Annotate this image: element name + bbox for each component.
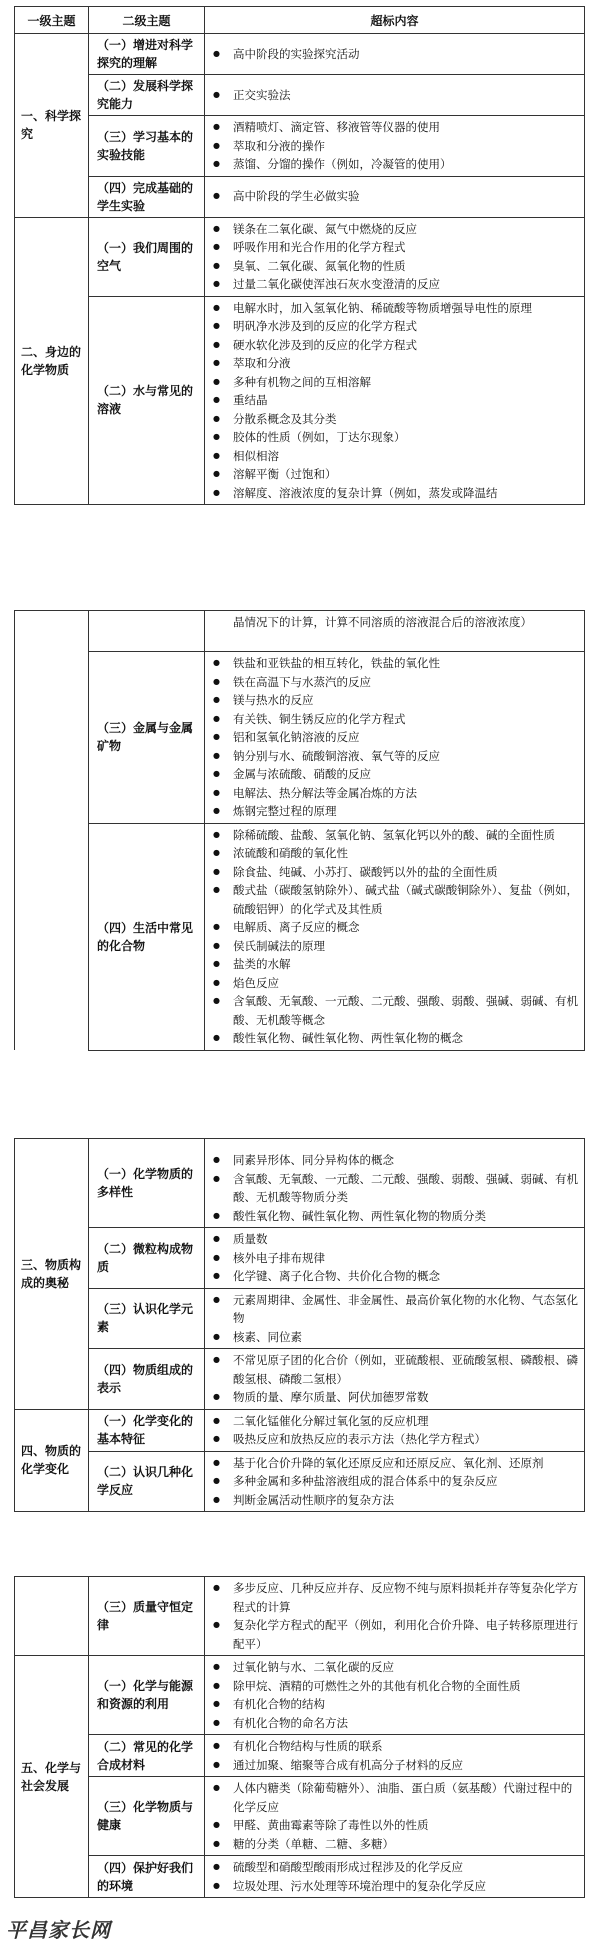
subtheme-title: （二）常见的化学合成材料 bbox=[89, 1735, 205, 1777]
list-item: ● 物质的量、摩尔质量、阿伏加德罗常数 bbox=[211, 1388, 580, 1407]
list-item: ● 有机化合物的命名方法 bbox=[211, 1714, 580, 1733]
list-item: ● 分散系概念及其分类 bbox=[211, 410, 580, 429]
list-item: ● 镁与热水的反应 bbox=[211, 691, 580, 710]
list-item: ● 通过加聚、缩聚等合成有机高分子材料的反应 bbox=[211, 1756, 580, 1775]
table-row bbox=[15, 296, 585, 505]
list-item: ● 明矾净水涉及到的反应的化学方程式 bbox=[211, 317, 580, 336]
subtheme-title: （三）金属与金属矿物 bbox=[89, 652, 205, 824]
table-segment-4 bbox=[14, 1576, 585, 1898]
table-row bbox=[15, 1856, 585, 1898]
table-row bbox=[15, 1228, 585, 1289]
list-item: ● 金属与浓硫酸、硝酸的反应 bbox=[211, 765, 580, 784]
table-row bbox=[15, 652, 585, 824]
list-item: ● 酸性氧化物、碱性氧化物、两性氧化物的物质分类 bbox=[211, 1207, 580, 1226]
list-item: ● 相似相溶 bbox=[211, 447, 580, 466]
table-row bbox=[15, 1349, 585, 1410]
watermark: 平昌家长网 bbox=[6, 1918, 111, 1942]
subtheme-title: （二）微粒构成物质 bbox=[89, 1228, 205, 1289]
table-row bbox=[15, 176, 585, 217]
list-item: ● 有关铁、铜生锈反应的化学方程式 bbox=[211, 710, 580, 729]
subtheme-title: （四）物质组成的表示 bbox=[89, 1349, 205, 1410]
list-item: ● 臭氧、二氧化碳、氮氧化物的性质 bbox=[211, 257, 580, 276]
table-row bbox=[15, 1777, 585, 1856]
list-item: ● 焰色反应 bbox=[211, 974, 580, 993]
table-row bbox=[15, 1735, 585, 1777]
list-item: ● 除甲烷、酒精的可燃性之外的其他有机化合物的全面性质 bbox=[211, 1677, 580, 1696]
table-row bbox=[15, 1139, 585, 1228]
theme-3-title: 三、物质构成的奥秘 bbox=[15, 1139, 89, 1410]
list-item: ● 含氧酸、无氧酸、一元酸、二元酸、强酸、弱酸、强碱、弱碱、有机酸、无机酸等物质分类 bbox=[211, 1170, 580, 1207]
list-item: ● 正交实验法 bbox=[211, 86, 580, 105]
list-item: ● 核外电子排布规律 bbox=[211, 1249, 580, 1268]
list-item: ● 二氧化锰催化分解过氧化氢的反应机理 bbox=[211, 1412, 580, 1431]
list-item: ● 重结晶 bbox=[211, 391, 580, 410]
list-item: ● 元素周期律、金属性、非金属性、最高价氧化物的水化物、气态氢化物 bbox=[211, 1291, 580, 1328]
list-item: ● 判断金属活动性顺序的复杂方法 bbox=[211, 1491, 580, 1510]
list-item: ● 硫酸型和硝酸型酸雨形成过程涉及的化学反应 bbox=[211, 1858, 580, 1877]
list-item: ● 多步反应、几种反应并存、反应物不纯与原料损耗并存等复杂化学方程式的计算 bbox=[211, 1579, 580, 1616]
list-item: ● 同素异形体、同分异构体的概念 bbox=[211, 1151, 580, 1170]
list-item-continued: 晶情况下的计算，计算不同溶质的溶液混合后的溶液浓度） bbox=[233, 615, 532, 629]
list-item: ● 蒸馏、分馏的操作（例如，冷凝管的使用） bbox=[211, 155, 580, 174]
list-item: ● 不常见原子团的化合价（例如，亚硫酸根、亚硫酸氢根、磷酸根、磷酸氢根、磷酸二氢根） bbox=[211, 1351, 580, 1388]
header-col1: 一级主题 bbox=[15, 7, 89, 34]
list-item: ● 吸热反应和放热反应的表示方法（热化学方程式） bbox=[211, 1430, 580, 1449]
list-item: ● 基于化合价升降的氧化还原反应和还原反应、氧化剂、还原剂 bbox=[211, 1454, 580, 1473]
subtheme-title: （一）化学物质的多样性 bbox=[89, 1139, 205, 1228]
list-item: ● 过量二氧化碳使浑浊石灰水变澄清的反应 bbox=[211, 275, 580, 294]
cropped-line bbox=[211, 1141, 580, 1151]
list-item: ● 除稀硫酸、盐酸、氢氧化钠、氢氧化钙以外的酸、碱的全面性质 bbox=[211, 826, 580, 845]
subtheme-title: （三）学习基本的实验技能 bbox=[89, 116, 205, 177]
list-item: ● 炼钢完整过程的原理 bbox=[211, 802, 580, 821]
list-item: ● 溶解平衡（过饱和） bbox=[211, 465, 580, 484]
theme-1-title: 一、科学探究 bbox=[15, 34, 89, 218]
list-item: ● 多种金属和多种盐溶液组成的混合体系中的复杂反应 bbox=[211, 1472, 580, 1491]
list-item: ● 铁在高温下与水蒸汽的反应 bbox=[211, 673, 580, 692]
table-row bbox=[15, 217, 585, 296]
list-item: ● 酸式盐（碳酸氢钠除外）、碱式盐（碱式碳酸铜除外）、复盐（例如，硫酸铝钾）的化学式及其性质 bbox=[211, 881, 580, 918]
list-item: ● 镁条在二氧化碳、氮气中燃烧的反应 bbox=[211, 220, 580, 239]
theme-2-title: 二、身边的化学物质 bbox=[15, 217, 89, 505]
list-item: ● 有机化合物的结构 bbox=[211, 1695, 580, 1714]
table-row bbox=[15, 823, 585, 1050]
list-item: ● 硬水软化涉及到的反应的化学方程式 bbox=[211, 336, 580, 355]
list-item: ● 电解水时，加入氢氧化钠、稀硫酸等物质增强导电性的原理 bbox=[211, 299, 580, 318]
subtheme-title: （四）生活中常见的化合物 bbox=[89, 823, 205, 1050]
subtheme-title: （一）化学与能源和资源的利用 bbox=[89, 1656, 205, 1735]
table-row bbox=[15, 1451, 585, 1512]
subtheme-title: （一）我们周围的空气 bbox=[89, 217, 205, 296]
list-item: ● 高中阶段的实验探究活动 bbox=[211, 45, 580, 64]
list-item: ● 有机化合物结构与性质的联系 bbox=[211, 1737, 580, 1756]
list-item: ● 萃取和分液的操作 bbox=[211, 137, 580, 156]
subtheme-title: （一）增进对科学探究的理解 bbox=[89, 34, 205, 75]
subtheme-title: （二）认识几种化学反应 bbox=[89, 1451, 205, 1512]
subtheme-title: （一）化学变化的基本特征 bbox=[89, 1409, 205, 1451]
theme-4-title: 四、物质的化学变化 bbox=[15, 1409, 89, 1512]
subtheme-title: （四）保护好我们的环境 bbox=[89, 1856, 205, 1898]
list-item: ● 电解质、离子反应的概念 bbox=[211, 918, 580, 937]
list-item: ● 溶解度、溶液浓度的复杂计算（例如，蒸发或降温结 bbox=[211, 484, 580, 503]
subtheme-title: （四）完成基础的学生实验 bbox=[89, 176, 205, 217]
header-col3: 超标内容 bbox=[205, 7, 585, 34]
subtheme-title: （三）化学物质与健康 bbox=[89, 1777, 205, 1856]
list-item: ● 过氧化钠与水、二氧化碳的反应 bbox=[211, 1658, 580, 1677]
list-item: ● 垃圾处理、污水处理等环境治理中的复杂化学反应 bbox=[211, 1877, 580, 1896]
table-row bbox=[15, 1409, 585, 1451]
list-item: ● 钠分别与水、硫酸铜溶液、氧气等的反应 bbox=[211, 747, 580, 766]
list-item: ● 人体内糖类（除葡萄糖外）、油脂、蛋白质（氨基酸）代谢过程中的化学反应 bbox=[211, 1779, 580, 1816]
subtheme-title: （二）水与常见的溶液 bbox=[89, 296, 205, 505]
list-item: ● 呼吸作用和光合作用的化学方程式 bbox=[211, 238, 580, 257]
list-item: ● 电解法、热分解法等金属冶炼的方法 bbox=[211, 784, 580, 803]
list-item: ● 核素、同位素 bbox=[211, 1328, 580, 1347]
table-row bbox=[15, 1577, 585, 1656]
table-row bbox=[15, 34, 585, 75]
table-row bbox=[15, 116, 585, 177]
list-item: ● 侯氏制碱法的原理 bbox=[211, 937, 580, 956]
list-item: ● 胶体的性质（例如，丁达尔现象） bbox=[211, 428, 580, 447]
list-item: ● 萃取和分液 bbox=[211, 354, 580, 373]
table-segment-3 bbox=[14, 1138, 585, 1512]
list-item: ● 高中阶段的学生必做实验 bbox=[211, 187, 580, 206]
list-item: ● 甲醛、黄曲霉素等除了毒性以外的性质 bbox=[211, 1816, 580, 1835]
list-item: ● 盐类的水解 bbox=[211, 955, 580, 974]
list-item: ● 质量数 bbox=[211, 1230, 580, 1249]
theme-5-title: 五、化学与社会发展 bbox=[15, 1656, 89, 1898]
list-item: ● 酸性氧化物、碱性氧化物、两性氧化物的概念 bbox=[211, 1029, 580, 1048]
table-segment-1 bbox=[14, 6, 585, 505]
list-item: ● 化学键、离子化合物、共价化合物的概念 bbox=[211, 1267, 580, 1286]
table-segment-2 bbox=[14, 610, 585, 1051]
list-item: ● 酒精喷灯、滴定管、移液管等仪器的使用 bbox=[211, 118, 580, 137]
subtheme-title: （二）发展科学探究能力 bbox=[89, 75, 205, 116]
list-item: ● 含氧酸、无氧酸、一元酸、二元酸、强酸、弱酸、强碱、弱碱、有机酸、无机酸等概念 bbox=[211, 992, 580, 1029]
subtheme-title: （三）质量守恒定律 bbox=[89, 1577, 205, 1656]
subtheme-title: （三）认识化学元素 bbox=[89, 1288, 205, 1349]
list-item: ● 多种有机物之间的互相溶解 bbox=[211, 373, 580, 392]
list-item: ● 糖的分类（单糖、二糖、多糖） bbox=[211, 1835, 580, 1854]
header-col2: 二级主题 bbox=[89, 7, 205, 34]
table-row bbox=[15, 1656, 585, 1735]
list-item: ● 铁盐和亚铁盐的相互转化，铁盐的氧化性 bbox=[211, 654, 580, 673]
table-row bbox=[15, 75, 585, 116]
list-item: ● 除食盐、纯碱、小苏打、碳酸钙以外的盐的全面性质 bbox=[211, 863, 580, 882]
table-row bbox=[15, 1288, 585, 1349]
header-row bbox=[15, 7, 585, 34]
list-item: ● 复杂化学方程式的配平（例如，利用化合价升降、电子转移原理进行配平） bbox=[211, 1616, 580, 1653]
list-item: ● 浓硫酸和硝酸的氧化性 bbox=[211, 844, 580, 863]
list-item: ● 铝和氢氧化钠溶液的反应 bbox=[211, 728, 580, 747]
table-row bbox=[15, 611, 585, 652]
